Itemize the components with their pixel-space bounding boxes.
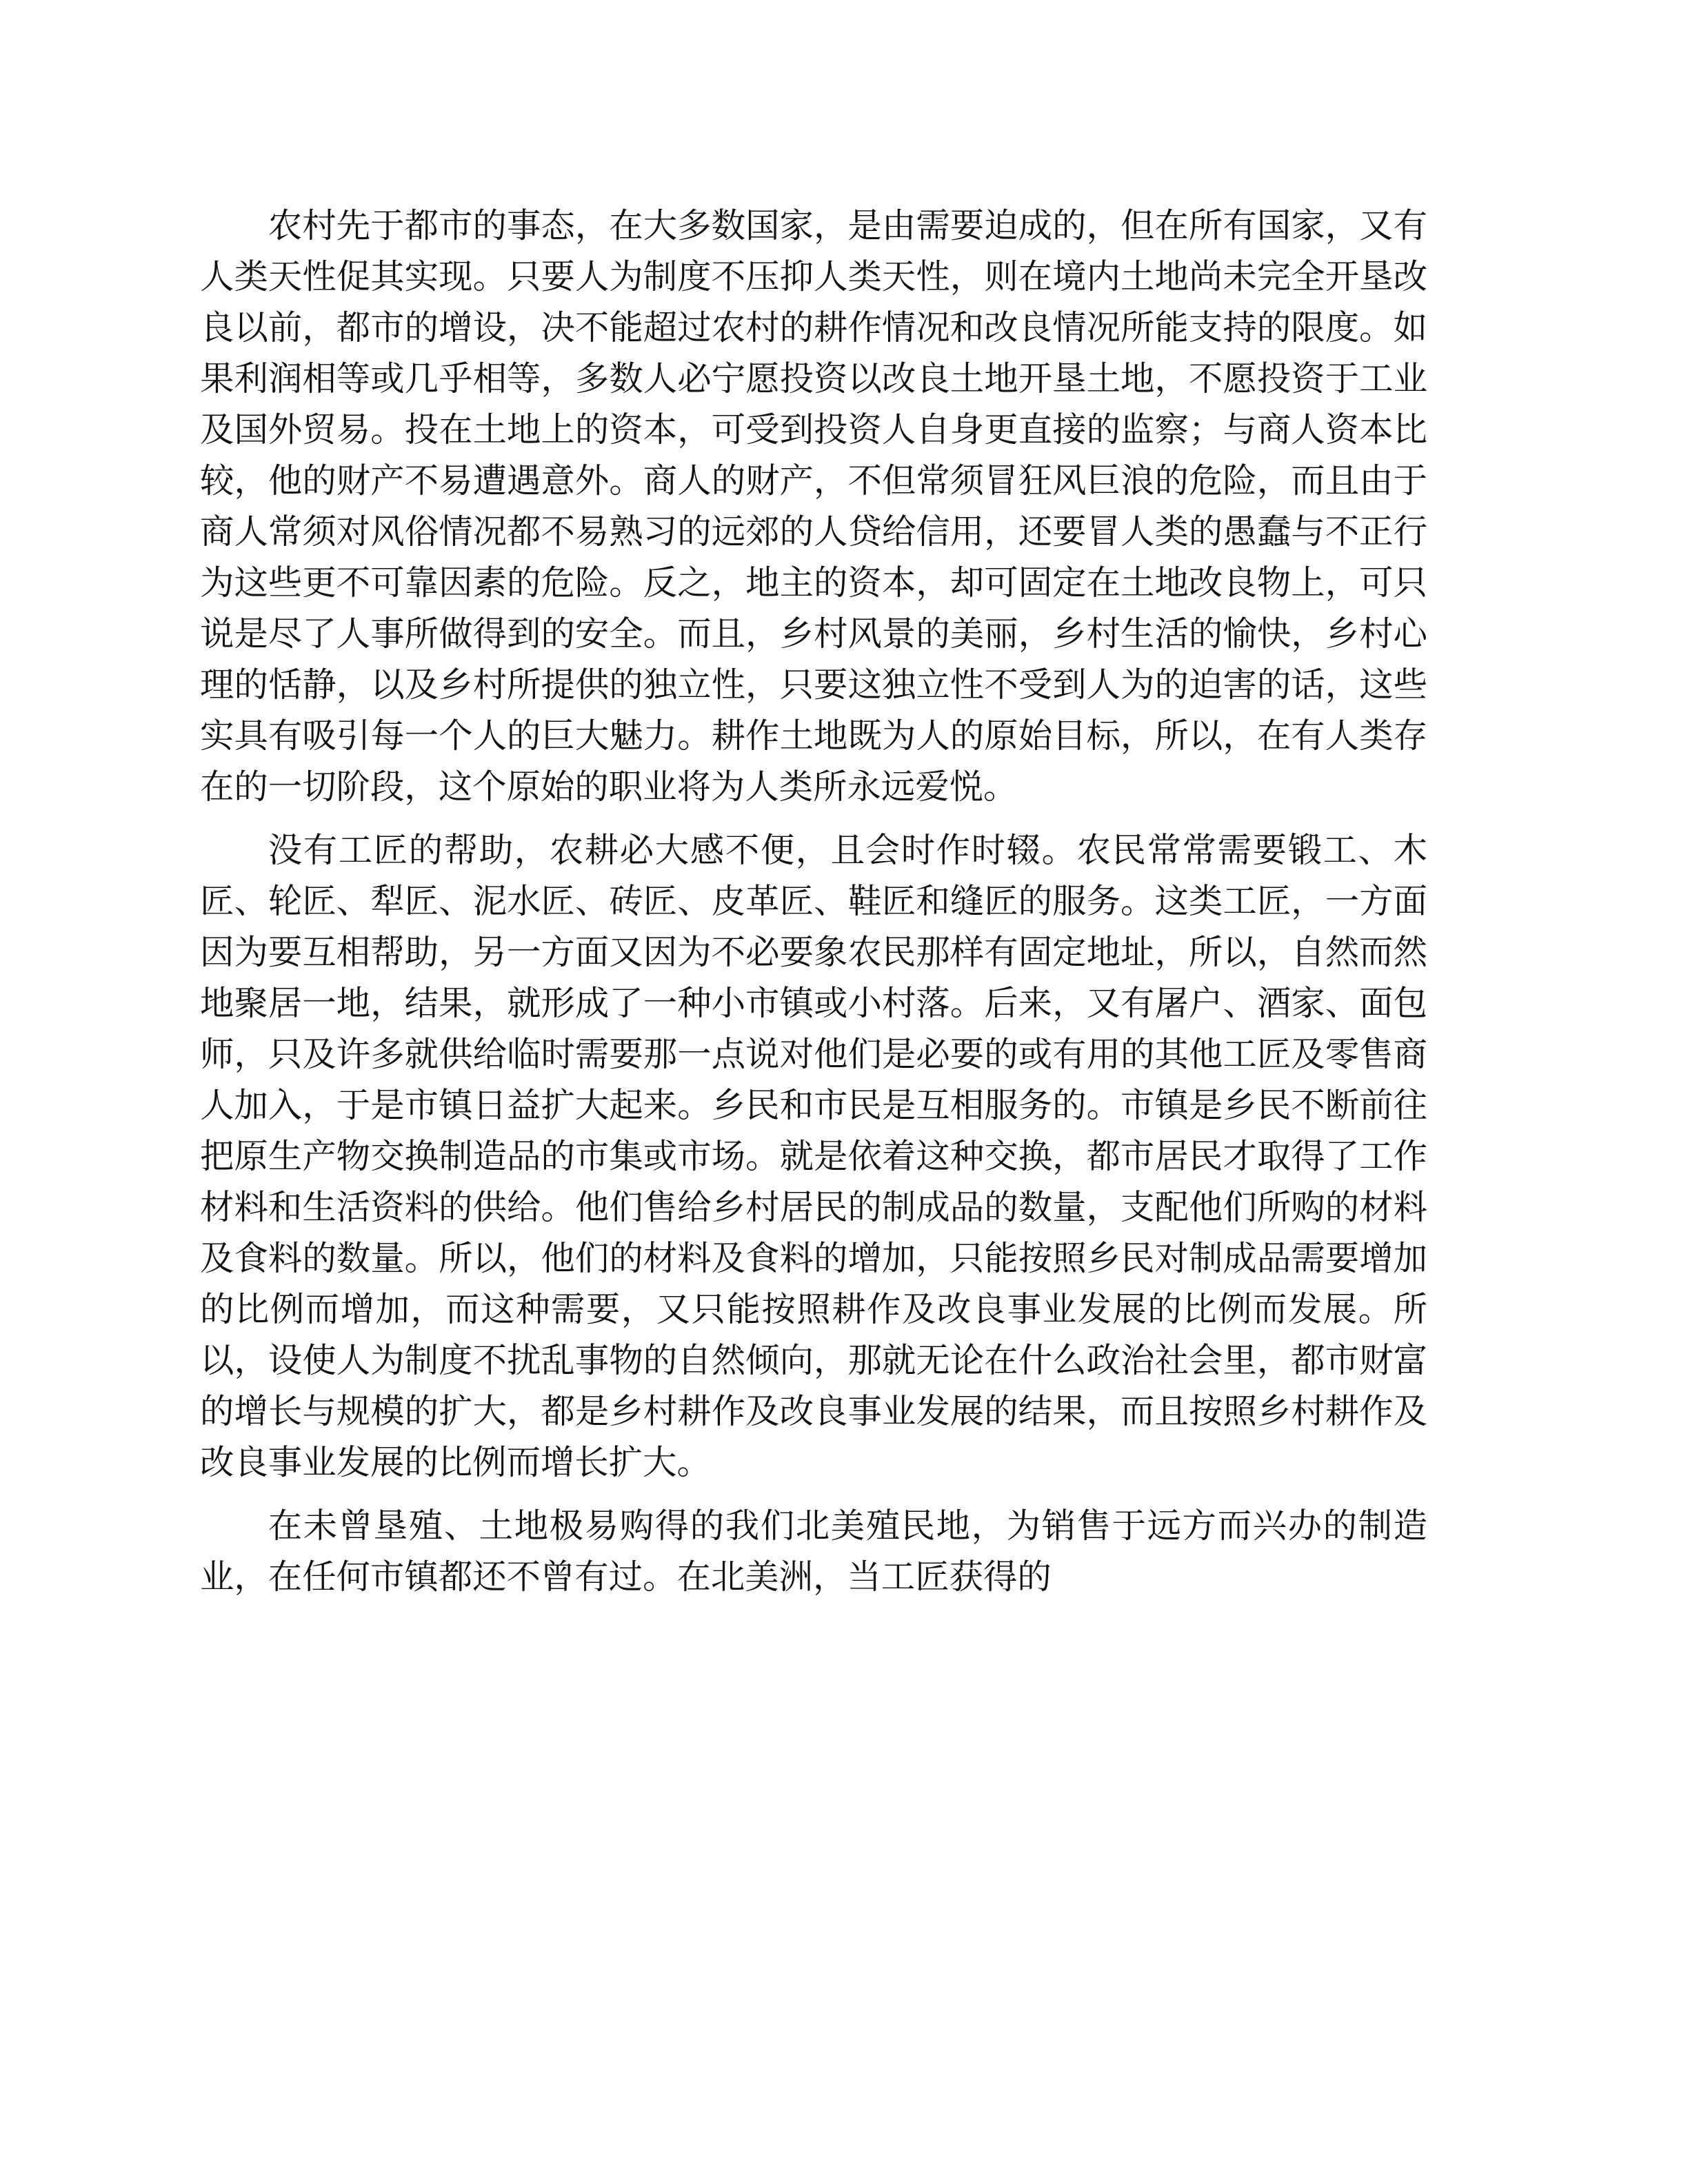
paragraph-1: 农村先于都市的事态，在大多数国家，是由需要迫成的，但在所有国家，又有人类天性促其实现。只要人为制度不压抑人类天性，则在境内土地尚未完全开垦改良以前，都市的增设，决不能超过农村的耕作情况和改良情况所能支持的限度。如果利润相等或几乎相等，多数人必宁愿投资以改良土地开垦土地，不愿投资于工业及国外贸易。投在土地上的资本，可受到投资人自身更直接的监察；与商人资本比较，他的财产不易遭遇意外。商人的财产，不但常须冒狂风巨浪的危险，而且由于商人常须对风俗情况都不易熟习的远郊的人贷给信用，还要冒人类的愚蠢与不正行为这些更不可靠因素的危险。反之，地主的资本，却可固定在土地改良物上，可只说是尽了人事所做得到的安全。而且，乡村风景的美丽，乡村生活的愉快，乡村心理的恬静，以及乡村所提供的独立性，只要这独立性不受到人为的迫害的话，这些实具有吸引每一个人的巨大魅力。耕作土地既为人的原始目标，所以，在有人类存在的一切阶段，这个原始的职业将为人类所永远爱悦。 <box>200 205 1427 807</box>
paragraph-2: 没有工匠的帮助，农耕必大感不便，且会时作时辍。农民常常需要锻工、木匠、轮匠、犁匠、泥水匠、砖匠、皮革匠、鞋匠和缝匠的服务。这类工匠，一方面因为要互相帮助，另一方面又因为不必要象农民那样有固定地址，所以，自然而然地聚居一地，结果，就形成了一种小市镇或小村落。后来，又有屠户、酒家、面包师，只及许多就供给临时需要那一点说对他们是必要的或有用的其他工匠及零售商人加入，于是市镇日益扩大起来。乡民和市民是互相服务的。市镇是乡民不断前往把原生产物交换制造品的市集或市场。就是依着这种交换，都市居民才取得了工作材料和生活资料的供给。他们售给乡村居民的制成品的数量，支配他们所购的材料及食料的数量。所以，他们的材料及食料的增加，只能按照乡民对制成品需要增加的比例而增加，而这种需要，又只能按照耕作及改良事业发展的比例而发展。所以，设使人为制度不扰乱事物的自然倾向，那就无论在什么政治社会里，都市财富的增长与规模的扩大，都是乡村耕作及改良事业发展的结果，而且按照乡村耕作及改良事业发展的比例而增长扩大。 <box>200 830 1427 1482</box>
document-page <box>200 200 1427 1615</box>
paragraph-3: 在未曾垦殖、土地极易购得的我们北美殖民地，为销售于远方而兴办的制造业，在任何市镇都还不曾有过。在北美洲，当工匠获得的 <box>200 1506 1427 1597</box>
